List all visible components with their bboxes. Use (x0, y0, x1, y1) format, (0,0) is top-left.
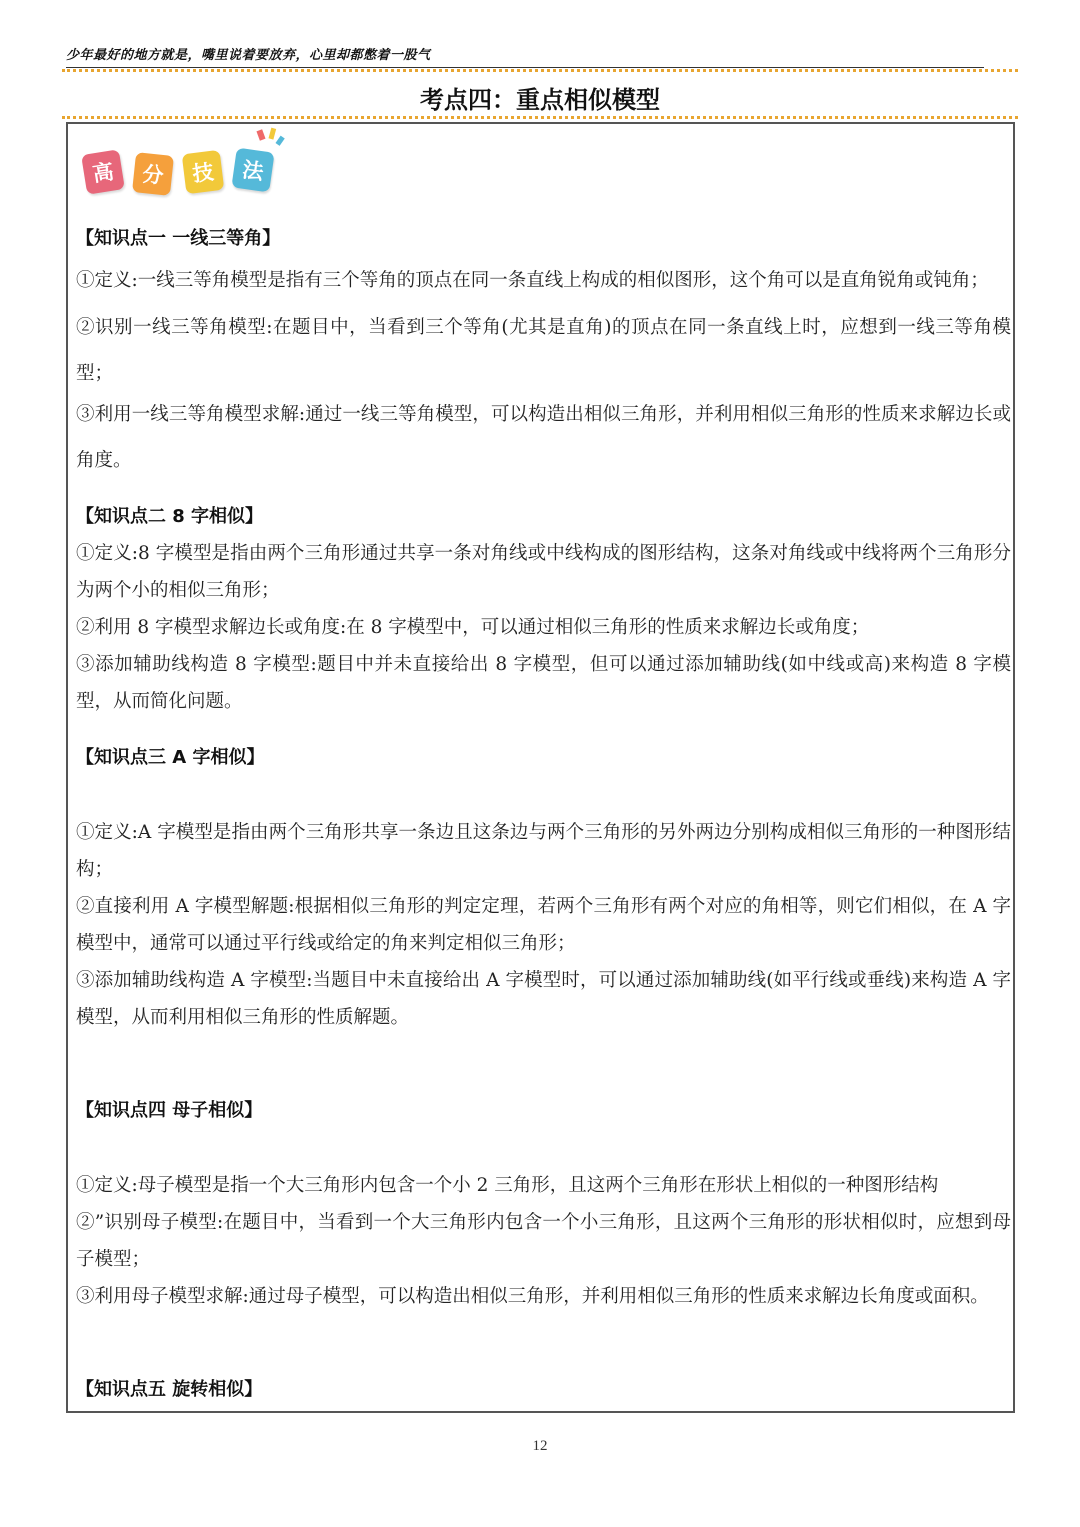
section-heading-4: 【知识点四 母子相似】 (76, 1100, 263, 1121)
section-2-item-1: ①定义:8 字模型是指由两个三角形通过共享一条对角线或中线构成的图形结构，这条对角线或中线将两个三角形分为两个小的相似三角形； (76, 543, 1011, 601)
header-rule (66, 67, 984, 68)
logo-tile-2: 分 (132, 152, 174, 196)
page-title: 考点四：重点相似模型 (420, 86, 660, 114)
section-2-item-2: ②利用 8 字模型求解边长或角度:在 8 字模型中，可以通过相似三角形的性质来求解边长或角度； (76, 617, 870, 638)
section-4-item-3: ③利用母子模型求解:通过母子模型，可以构造出相似三角形，并利用相似三角形的性质来求解边长角度或面积。 (76, 1286, 989, 1307)
section-2-item-3: ③添加辅助线构造 8 字模型:题目中并未直接给出 8 字模型，但可以通过添加辅助线(如中线或高)来构造 8 字模型，从而简化问题。 (76, 654, 1011, 712)
section-heading-3: 【知识点三 A 字相似】 (76, 747, 265, 768)
section-heading-1: 【知识点一 一线三等角】 (76, 228, 281, 249)
section-3-item-2: ②直接利用 A 字模型解题:根据相似三角形的判定定理，若两个三角形有两个对应的角相等，则它们相似，在 A 字模型中，通常可以通过平行线或给定的角来判定相似三角形； (76, 896, 1011, 954)
header-motto: 少年最好的地方就是，嘴里说着要放弃，心里却都憋着一股气 (66, 48, 431, 63)
title-dotted-divider (62, 116, 1018, 119)
section-heading-2: 【知识点二 8 字相似】 (76, 506, 264, 527)
header-dotted-divider (62, 69, 1018, 72)
section-4-item-2: ②”识别母子模型:在题目中，当看到一个大三角形内包含一个小三角形，且这两个三角形的形状相似时，应想到母子模型； (76, 1212, 1011, 1270)
logo-tile-3: 技 (182, 150, 225, 194)
section-4-item-1: ①定义:母子模型是指一个大三角形内包含一个小 2 三角形，且这两个三角形在形状上相似的一种图形结构 (76, 1175, 939, 1196)
section-3-item-1: ①定义:A 字模型是指由两个三角形共享一条边且这条边与两个三角形的另外两边分别构成相似三角形的一种图形结构； (76, 822, 1011, 880)
logo-tile-4: 法 (231, 148, 274, 193)
section-3-item-3: ③添加辅助线构造 A 字模型:当题目中未直接给出 A 字模型时，可以通过添加辅助线(如平行线或垂线)来构造 A 字模型，从而利用相似三角形的性质解题。 (76, 970, 1011, 1028)
section-heading-5: 【知识点五 旋转相似】 (76, 1379, 263, 1400)
section-1-item-2: ②识别一线三等角模型:在题目中，当看到三个等角(尤其是直角)的顶点在同一条直线上时，应想到一线三等角模型； (76, 317, 1011, 384)
section-1-item-3: ③利用一线三等角模型求解:通过一线三等角模型，可以构造出相似三角形，并利用相似三角形的性质来求解边长或角度。 (76, 404, 1011, 471)
section-1-item-1: ①定义:一线三等角模型是指有三个等角的顶点在同一条直线上构成的相似图形，这个角可以是直角锐角或钝角； (76, 270, 989, 291)
page-number: 12 (532, 1438, 548, 1454)
logo-tile-1: 高 (81, 149, 125, 194)
